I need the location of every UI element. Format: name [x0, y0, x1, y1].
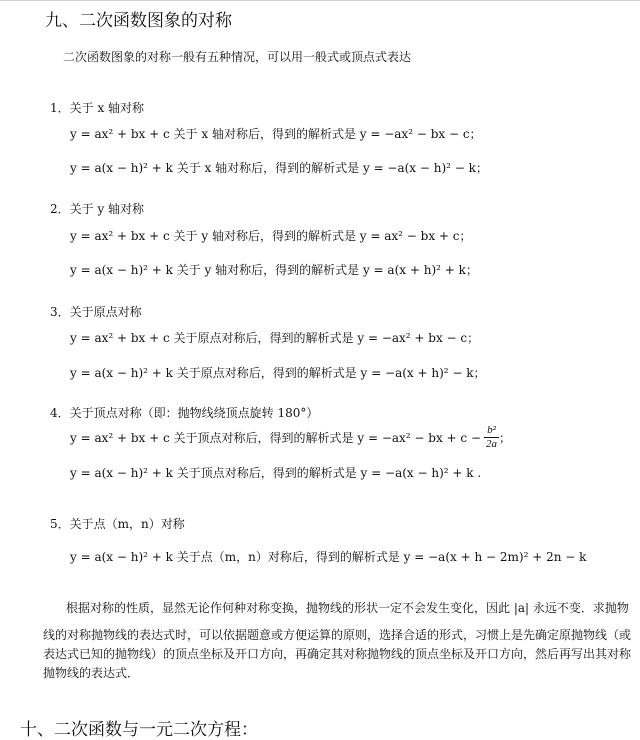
conclusion-line-1: 根据对称的性质，显然无论作何种对称变换，抛物线的形状一定不会发生变化，因此 |a| 永远不变．求抛物 — [66, 601, 629, 615]
fraction-denominator: 2a — [486, 438, 498, 450]
conclusion-line-4: 抛物线的表达式． — [43, 666, 140, 680]
section-3-line-2: y = a(x − h)² + k 关于原点对称后，得到的解析式是 y = −a(x + h)² − k； — [70, 366, 486, 380]
section-9-heading: 九、二次函数图象的对称 — [45, 11, 232, 31]
section-2-line-1: y = ax² + bx + c 关于 y 轴对称后，得到的解析式是 y = ax² − bx + c； — [70, 229, 472, 243]
section-4-line-2: y = a(x − h)² + k 关于顶点对称后，得到的解析式是 y = −a(x − h)² + k . — [70, 466, 482, 480]
section-4-line-1-text: y = ax² + bx + c 关于顶点对称后，得到的解析式是 y = −ax² − bx + c − — [70, 431, 482, 445]
section-3-line-1: y = ax² + bx + c 关于原点对称后，得到的解析式是 y = −ax² + bx − c； — [70, 331, 480, 345]
section-2-line-2: y = a(x − h)² + k 关于 y 轴对称后，得到的解析式是 y = a(x + h)² + k； — [70, 263, 478, 277]
section-4-title: 4．关于顶点对称（即：抛物线绕顶点旋转 180°） — [50, 406, 319, 420]
section-5-title: 5．关于点（m，n）对称 — [50, 517, 185, 531]
section-2-title: 2．关于 y 轴对称 — [50, 202, 145, 216]
section-5-line-1: y = a(x − h)² + k 关于点（m，n）对称后，得到的解析式是 y = −a(x + h − 2m)² + 2n − k — [70, 550, 587, 564]
top-divider — [0, 0, 640, 1]
section-1-line-1: y = ax² + bx + c 关于 x 轴对称后，得到的解析式是 y = −ax² − bx − c； — [70, 127, 482, 141]
section-4-line-1-tail: ； — [499, 431, 512, 445]
section-3-title: 3．关于原点对称 — [50, 305, 142, 319]
fraction — [484, 424, 499, 451]
intro-text: 二次函数图象的对称一般有五种情况，可以用一般式或顶点式表达 — [63, 50, 412, 64]
conclusion-line-2: 线的对称抛物线的表达式时，可以依据题意或方便运算的原则，选择合适的形式，习惯上是先确定原抛物线（或 — [43, 628, 632, 642]
section-10-heading: 十、二次函数与一元二次方程： — [20, 720, 258, 740]
section-4-line-1 — [70, 424, 511, 451]
section-1-line-2: y = a(x − h)² + k 关于 x 轴对称后，得到的解析式是 y = −a(x − h)² − k； — [70, 161, 488, 175]
section-1-title: 1．关于 x 轴对称 — [50, 101, 145, 115]
fraction-numerator: b² — [484, 424, 499, 438]
conclusion-line-3: 表达式已知的抛物线）的顶点坐标及开口方向，再确定其对称抛物线的顶点坐标及开口方向，然后再写出其对称 — [43, 647, 632, 661]
